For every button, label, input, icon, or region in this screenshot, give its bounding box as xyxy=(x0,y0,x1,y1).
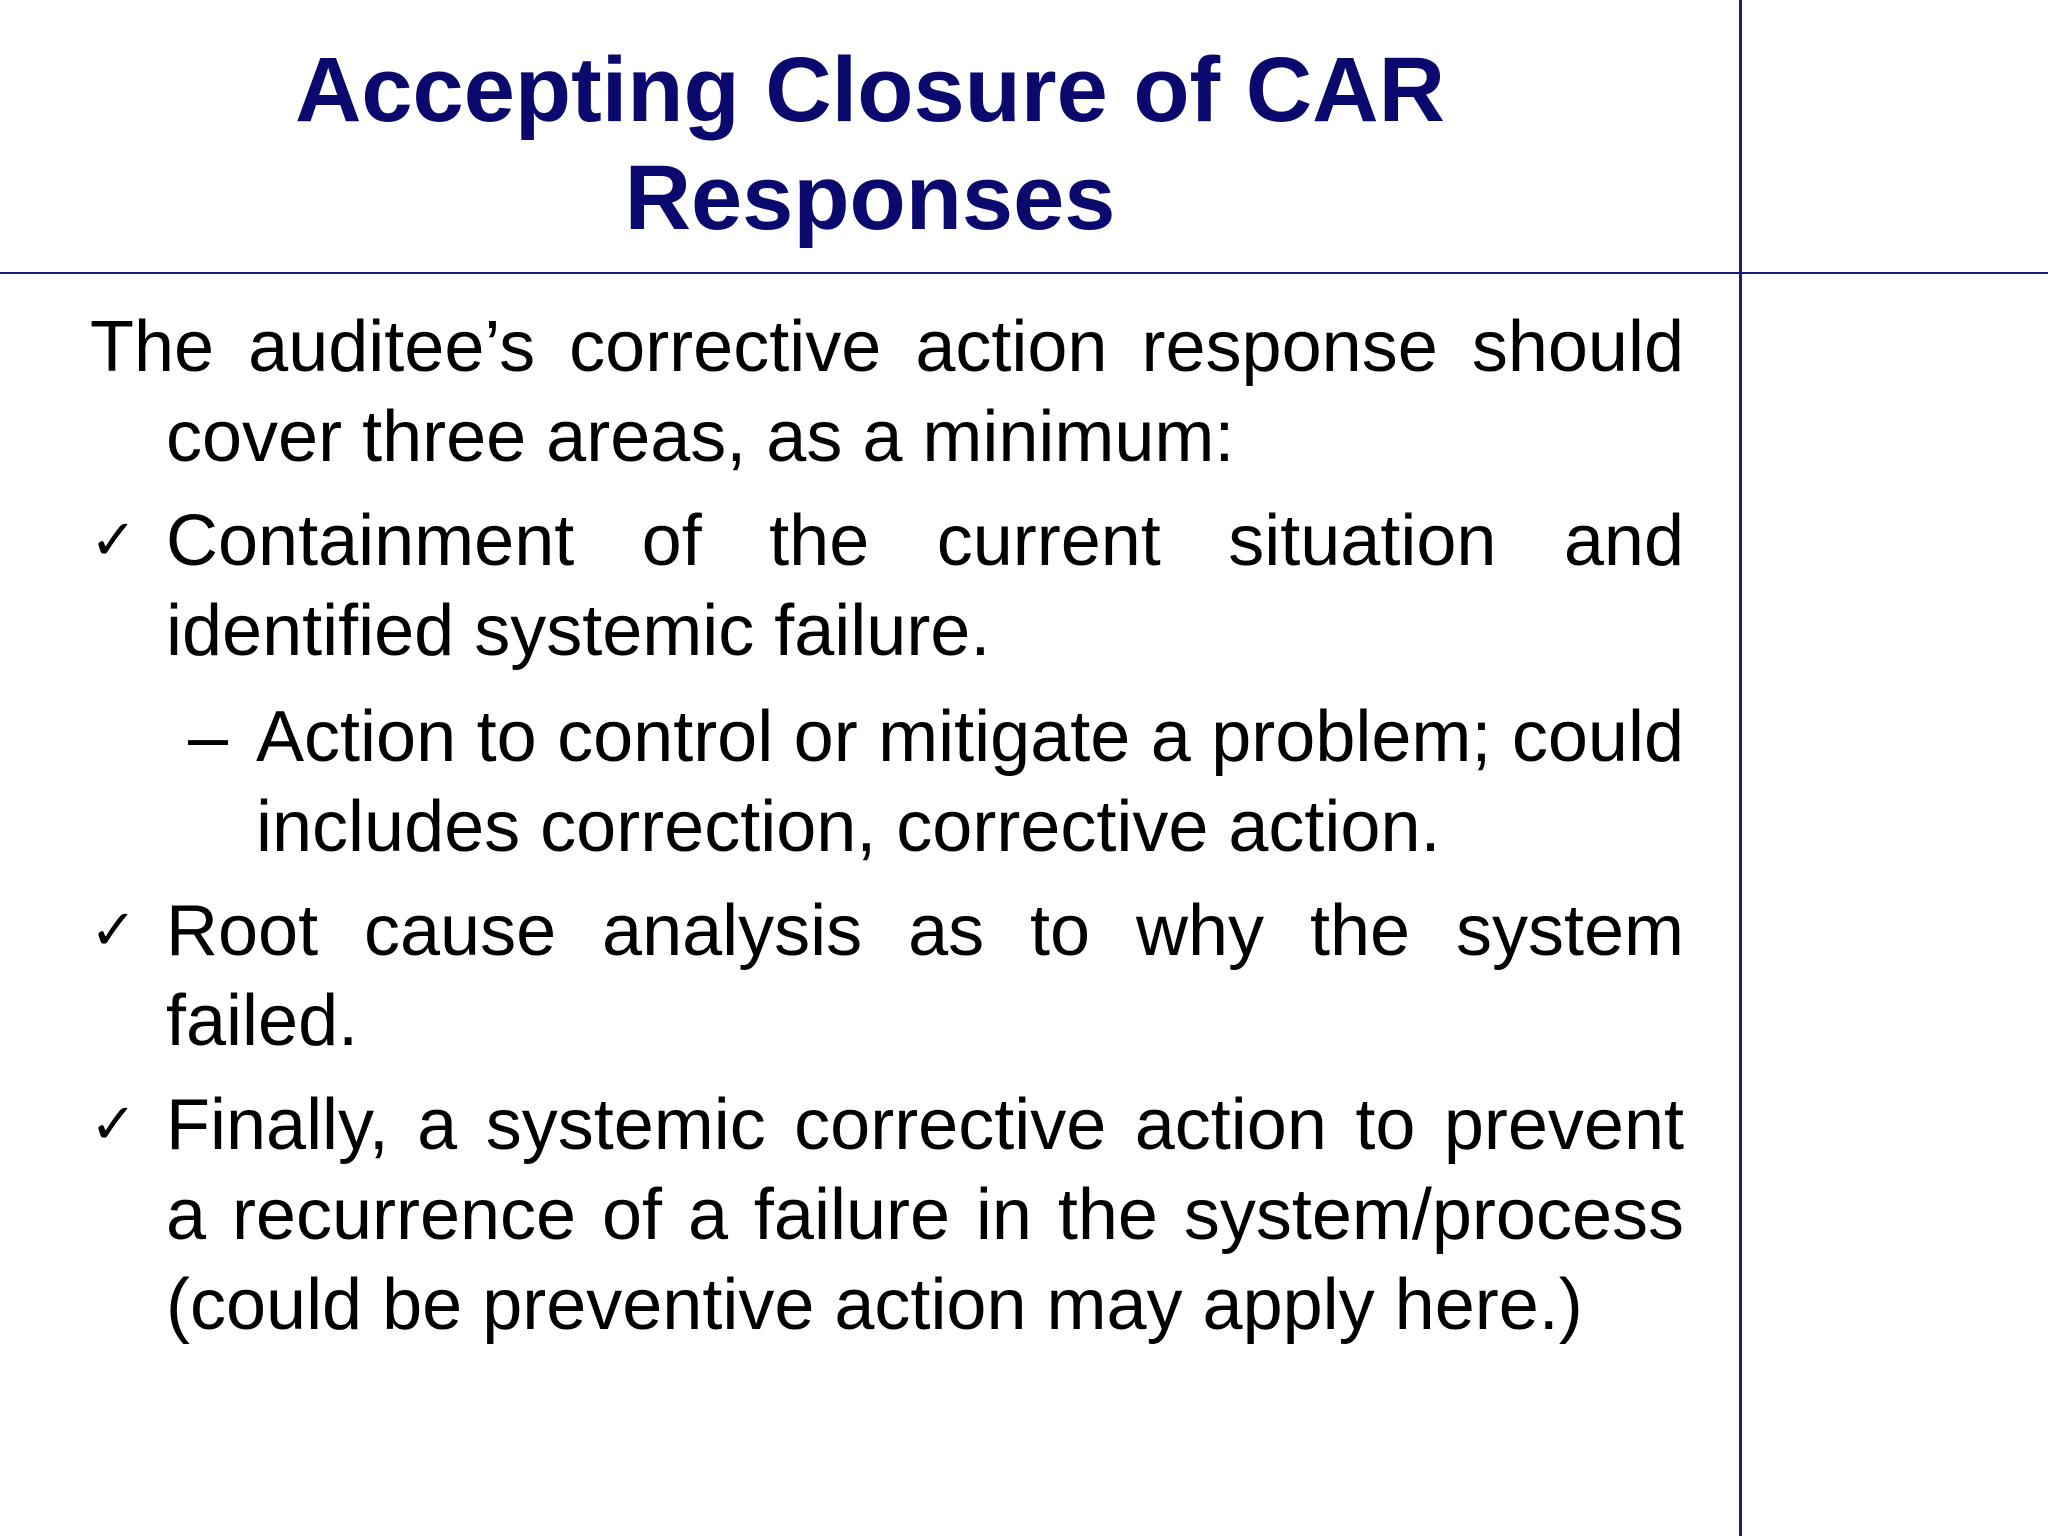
bullet-systemic-action xyxy=(90,1080,1684,1350)
sub-bullet-action-text: Action to control or mitigate a problem; could includes correction, corrective action. xyxy=(256,697,1684,867)
intro-paragraph: The auditee’s corrective action response should cover three areas, as a minimum: xyxy=(90,307,1684,477)
slide-title xyxy=(0,36,1740,252)
dash-icon: – xyxy=(188,697,229,777)
bullet-root-cause-text: Root cause analysis as to why the system failed. xyxy=(166,891,1684,1061)
bullet-containment xyxy=(90,496,1684,676)
bullet-containment-text: Containment of the current situation and identified systemic failure. xyxy=(166,501,1684,671)
check-icon: ✓ xyxy=(90,898,137,963)
check-icon: ✓ xyxy=(90,1092,137,1157)
sub-bullet-action xyxy=(90,692,1684,872)
slide-body xyxy=(90,302,1684,1364)
check-icon: ✓ xyxy=(90,508,137,573)
bullet-root-cause xyxy=(90,886,1684,1066)
bullet-systemic-action-text: Finally, a systemic corrective action to prevent a recurrence of a failure in the system/process (could be preventive action may apply here.) xyxy=(166,1085,1684,1345)
title-line-1: Accepting Closure of CAR xyxy=(294,39,1446,141)
horizontal-rule xyxy=(0,272,2048,274)
title-line-2: Responses xyxy=(624,147,1116,249)
